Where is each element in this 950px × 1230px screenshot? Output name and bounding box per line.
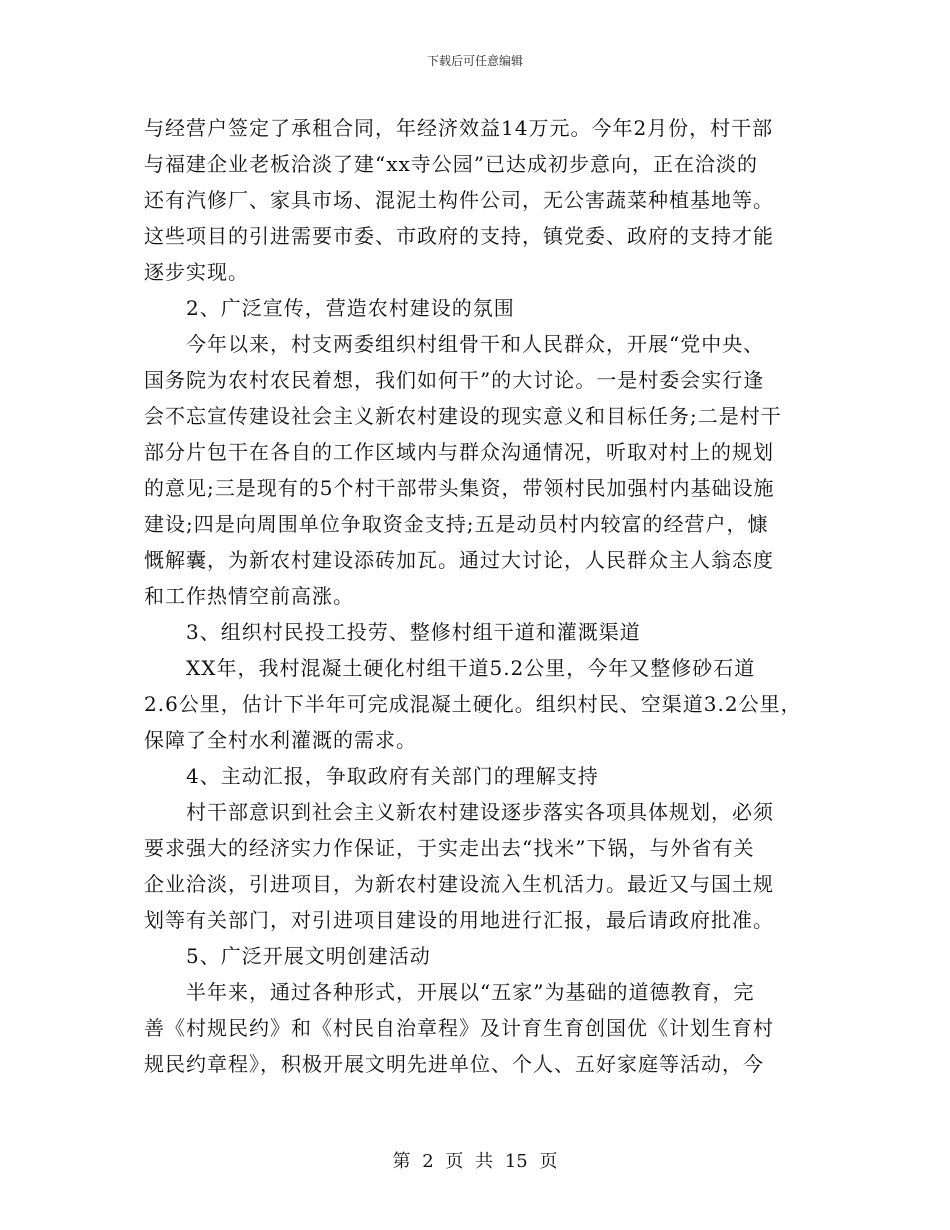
text-line: XX年，我村混凝土硬化村组干道5.2公里，今年又整修砂石道 — [144, 656, 756, 680]
text-line: 与经营户签定了承租合同，年经济效益14万元。今年2月份，村干部 — [144, 116, 774, 140]
text-line: 这些项目的引进需要市委、市政府的支持，镇党委、政府的支持才能 — [144, 224, 774, 248]
text-line: 要求强大的经济实力作保证，于实走出去“找米”下锅，与外省有关 — [144, 836, 755, 860]
text-line: 划等有关部门，对引进项目建设的用地进行汇报，最后请政府批准。 — [144, 908, 774, 932]
text-line: 的意见;三是现有的5个村干部带头集资，带领村民加强村内基础设施 — [144, 476, 775, 500]
text-line: 企业洽淡，引进项目，为新农村建设流入生机活力。最近又与国土规 — [144, 872, 774, 896]
text-line: 规民约章程》，积极开展文明先进单位、个人、五好家庭等活动，今 — [144, 1052, 764, 1076]
text-line: 半年来，通过各种形式，开展以“五家”为基础的道德教育，完 — [144, 980, 755, 1004]
text-line: 逐步实现。 — [144, 260, 249, 284]
section-heading: 3、组织村民投工投劳、整修村组干道和灌溉渠道 — [144, 620, 641, 644]
section-heading: 4、主动汇报，争取政府有关部门的理解支持 — [144, 764, 599, 788]
text-line: 保障了全村水利灌溉的需求。 — [144, 728, 417, 752]
text-line: 慨解囊，为新农村建设添砖加瓦。通过大讨论，人民群众主人翁态度 — [144, 548, 774, 572]
section-heading: 5、广泛开展文明创建活动 — [144, 944, 431, 968]
section-heading: 2、广泛宣传，营造农村建设的氛围 — [144, 296, 515, 320]
text-line: 国务院为农村农民着想，我们如何干”的大讨论。一是村委会实行逢 — [144, 368, 765, 392]
text-line: 与福建企业老板洽淡了建“xx寺公园”已达成初步意向，正在洽淡的 — [144, 152, 759, 176]
text-line: 部分片包干在各自的工作区域内与群众沟通情况，听取对村上的规划 — [144, 440, 774, 464]
text-line: 村干部意识到社会主义新农村建设逐步落实各项具体规划，必须 — [144, 800, 774, 824]
page-header-note: 下载后可任意编辑 — [426, 54, 523, 68]
text-line: 今年以来，村支两委组织村组骨干和人民群众，开展“党中央、 — [144, 332, 765, 356]
text-line: 善《村规民约》和《村民自治章程》及计育生育创国优《计划生育村 — [144, 1016, 774, 1040]
document-body — [144, 110, 824, 1082]
text-line: 还有汽修厂、家具市场、混泥土构件公司，无公害蔬菜种植基地等。 — [144, 188, 774, 212]
text-line: 建设;四是向周围单位争取资金支持;五是动员村内较富的经营户，慷 — [144, 512, 769, 536]
page-number: 第 2 页 共 15 页 — [392, 1151, 558, 1172]
text-line: 2.6公里，估计下半年可完成混凝土硬化。组织村民、空渠道3.2公里， — [144, 692, 802, 716]
text-line: 和工作热情空前高涨。 — [144, 584, 354, 608]
text-line: 会不忘宣传建设社会主义新农村建设的现实意义和目标任务;二是村干 — [144, 404, 782, 428]
